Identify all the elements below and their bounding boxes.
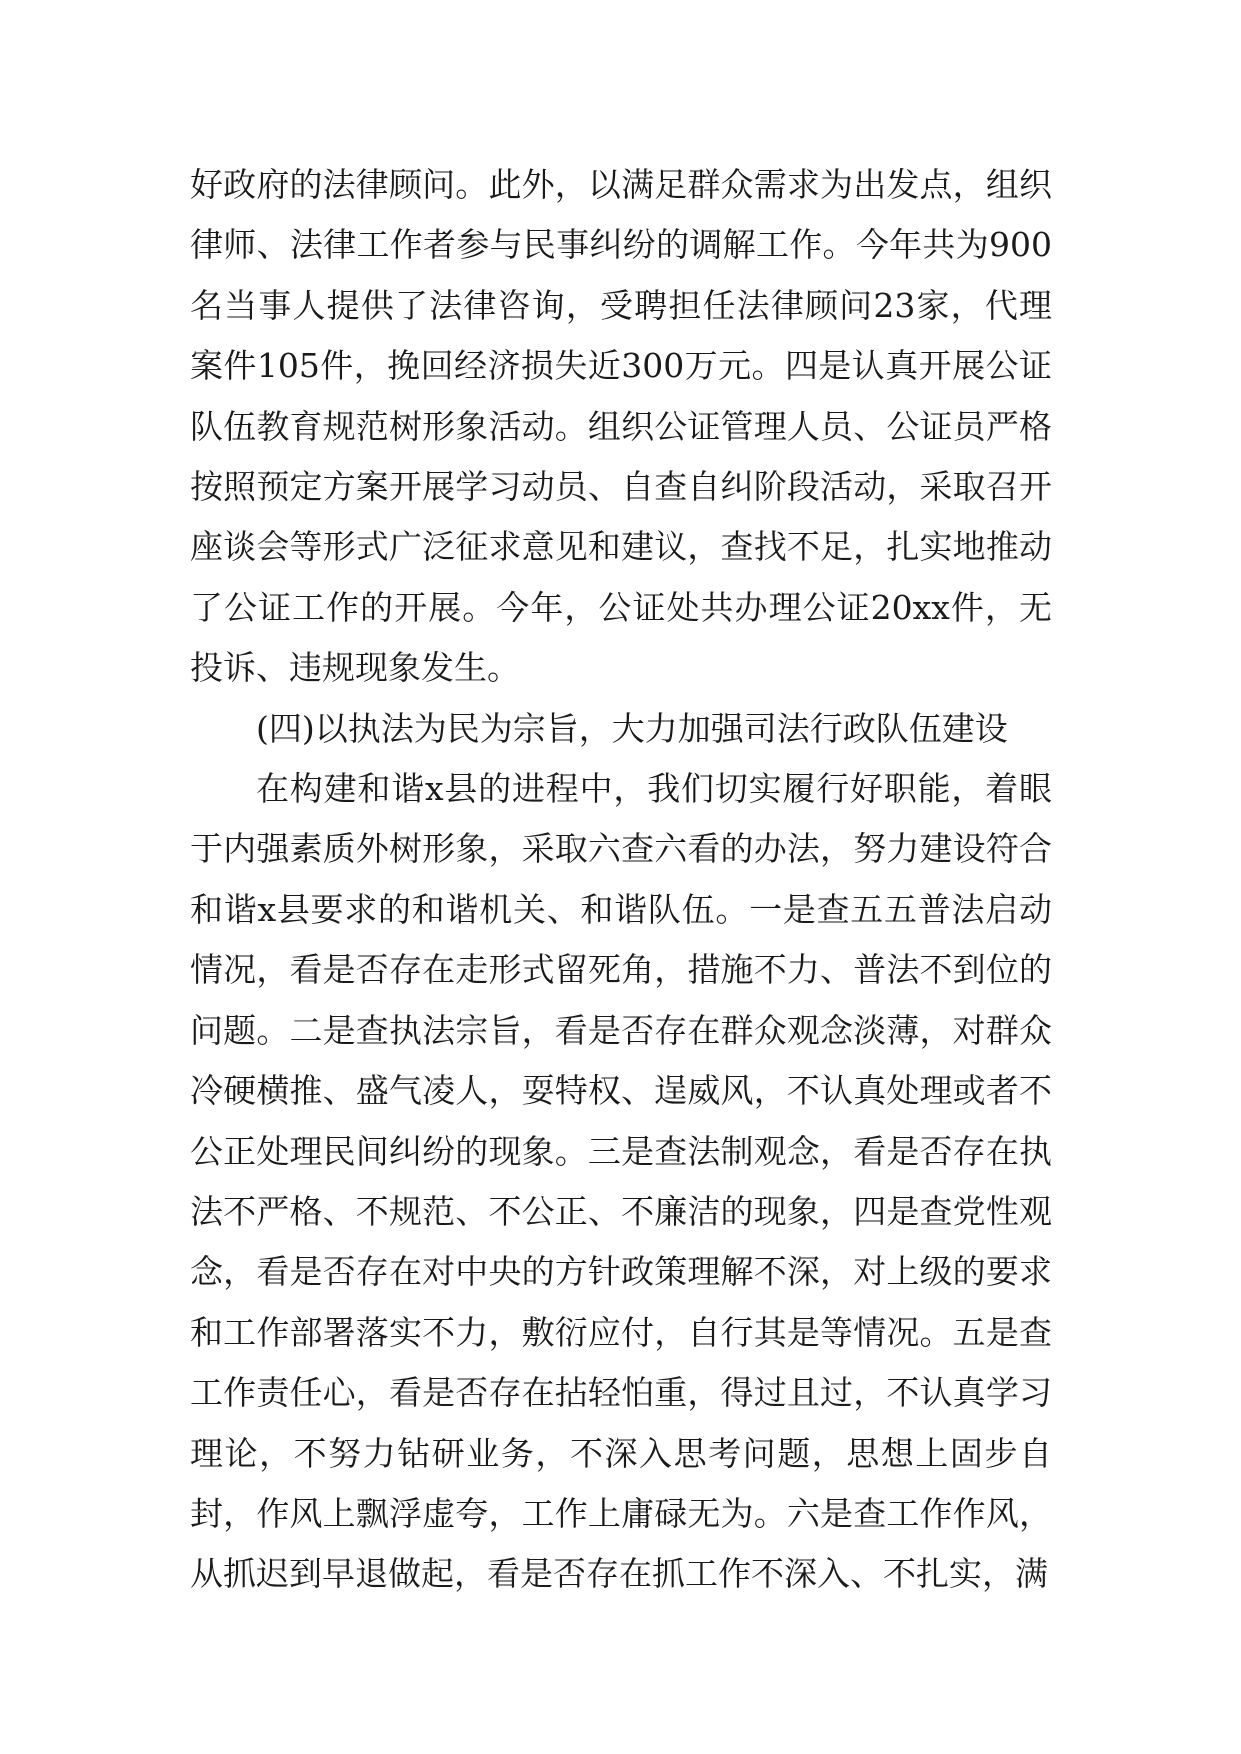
body-paragraph-2: 在构建和谐x县的进程中，我们切实履行好职能，着眼于内强素质外树形象，采取六查六看的办法，努力建设符合和谐x县要求的和谐机关、和谐队伍。一是查五五普法启动情况，看是否存在走形式留死角，措施不力、普法不到位的问题。二是查执法宗旨，看是否存在群众观念淡薄，对群众冷硬横推、盛气凌人，耍特权、逞威风，不认真处理或者不公正处理民间纠纷的现象。三是查法制观念，看是否存在执法不严格、不规范、不公正、不廉洁的现象，四是查党性观念，看是否存在对中央的方针政策理解不深，对上级的要求和工作部署落实不力，敷衍应付，自行其是等情况。五是查工作责任心，看是否存在拈轻怕重，得过且过，不认真学习理论，不努力钻研业务，不深入思考问题，思想上固步自封，作风上飘浮虚夸，工作上庸碌无为。六是查工作作风，从抓迟到早退做起，看是否存在抓工作不深入、不扎实，满 — [190, 769, 1052, 1594]
body-paragraph-1: 好政府的法律顾问。此外，以满足群众需求为出发点，组织律师、法律工作者参与民事纠纷的调解工作。今年共为900名当事人提供了法律咨询，受聘担任法律顾问23家，代理案件105件，挽回经济损失近300万元。四是认真开展公证队伍教育规范树形象活动。组织公证管理人员、公证员严格按照预定方案开展学习动员、自查自纠阶段活动，采取召开座谈会等形式广泛征求意见和建议，查找不足，扎实地推动了公证工作的开展。今年，公证处共办理公证20xx件，无投诉、违规现象发生。 — [190, 165, 1052, 688]
section-heading-4: (四)以执法为民为宗旨，大力加强司法行政队伍建设 — [256, 708, 1008, 748]
document-body — [190, 155, 1052, 1605]
